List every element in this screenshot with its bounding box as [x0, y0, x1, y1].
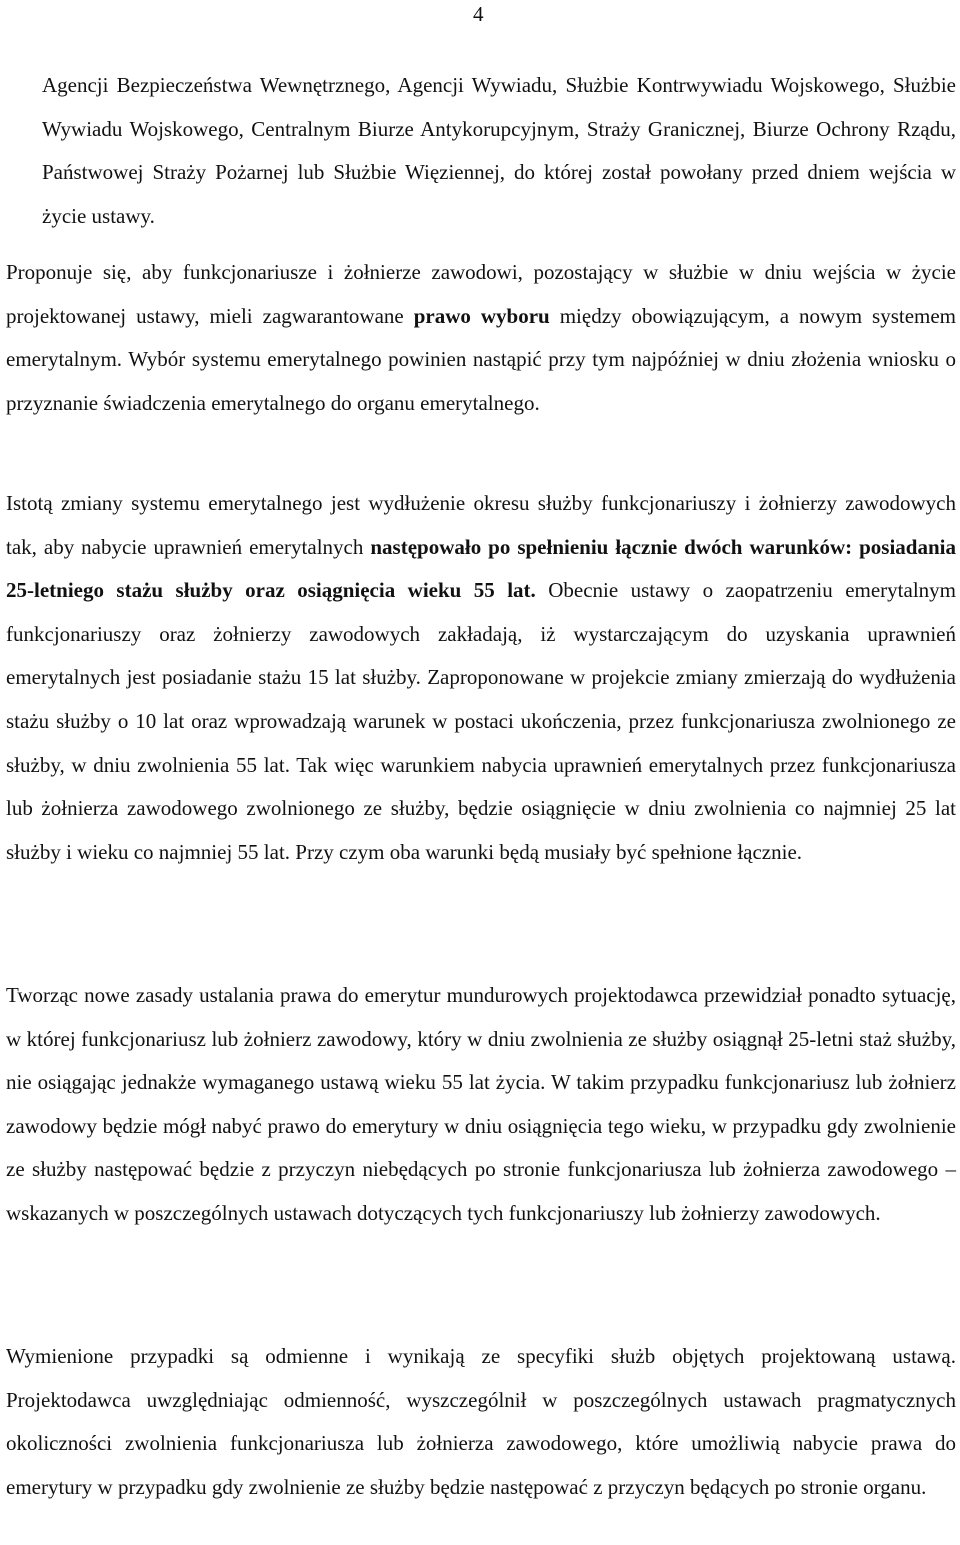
- paragraph-2-text-start: Proponuje się, aby funkcjonariusze i żołnierze zawodowi, pozostający w służbie w dniu wejścia w życie projektowanej ustawy, mieli zagwarantowane: [6, 260, 956, 328]
- paragraph-5-text: Wymienione przypadki są odmienne i wynikają ze specyfiki służb objętych projektowaną ustawą. Projektodawca uwzględniając odmienność, wyszczególnił w poszczególnych ustawach pragmatycznych okoliczności zwolnienia funkcjonariusza lub żołnierza zawodowego, które umożliwią nabycie prawa do emerytury w przypadku gdy zwolnienie ze służby będzie następować z przyczyn będących po stronie organu.: [6, 1344, 956, 1499]
- paragraph-3-text-start: Istotą zmiany systemu emerytalnego jest wydłużenie okresu służby funkcjonariuszy i żołnierzy zawodowych tak, aby nabycie uprawnień emerytalnych: [6, 491, 956, 559]
- page-number: 4: [473, 2, 484, 26]
- paragraph-3-text-end: Obecnie ustawy o zaopatrzeniu emerytalnym funkcjonariuszy oraz żołnierzy zawodowych zakładają, iż wystarczającym do uzyskania uprawnień emerytalnych jest posiadanie stażu 15 lat służby. Zaproponowane w projekcie zmiany zmierzają do wydłużenia stażu służby o 10 lat oraz wprowadzają warunek w postaci ukończenia, przez funkcjonariusza zwolnionego ze służby, w dniu zwolnienia 55 lat. Tak więc warunkiem nabycia uprawnień emerytalnych przez funkcjonariusza lub żołnierza zawodowego zwolnionego ze służby, będzie osiągnięcie w dniu zwolnienia co najmniej 25 lat służby i wieku co najmniej 55 lat. Przy czym oba warunki będą musiały być spełnione łącznie.: [6, 578, 956, 864]
- paragraph-4-text: Tworząc nowe zasady ustalania prawa do emerytur mundurowych projektodawca przewidział ponadto sytuację, w której funkcjonariusz lub żołnierz zawodowy, który w dniu zwolnienia ze służby osiągnął 25-letni staż służby, nie osiągając jednakże wymaganego ustawą wieku 55 lat życia. W takim przypadku funkcjonariusz lub żołnierz zawodowy będzie mógł nabyć prawo do emerytury w dniu osiągnięcia tego wieku, w przypadku gdy zwolnienie ze służby następować będzie z przyczyn niebędących po stronie funkcjonariusza lub żołnierza zawodowego – wskazanych w poszczególnych ustawach dotyczących tych funkcjonariuszy lub żołnierzy zawodowych.: [6, 983, 956, 1225]
- paragraph-1-text: Agencji Bezpieczeństwa Wewnętrznego, Agencji Wywiadu, Służbie Kontrwywiadu Wojskowego, Służbie Wywiadu Wojskowego, Centralnym Biurze Antykorupcyjnym, Straży Granicznej, Biurze Ochrony Rządu, Państwowej Straży Pożarnej lub Służbie Więziennej, do której został powołany przed dniem wejścia w życie ustawy.: [42, 73, 956, 228]
- paragraph-4: [6, 974, 956, 1236]
- paragraph-1: [42, 64, 956, 238]
- paragraph-5: [6, 1335, 956, 1509]
- paragraph-2: [6, 251, 956, 425]
- paragraph-2-text-end: między obowiązującym, a nowym systemem emerytalnym. Wybór systemu emerytalnego powinien nastąpić przy tym najpóźniej w dniu złożenia wniosku o przyznanie świadczenia emerytalnego do organu emerytalnego.: [6, 303, 957, 415]
- paragraph-3-bold-phrase: następowało po spełnieniu łącznie dwóch warunków: posiadania 25-letniego stażu służby oraz osiągnięcia wieku 55 lat.: [6, 534, 956, 603]
- paragraph-3: [6, 482, 956, 874]
- paragraph-2-bold-phrase: prawo wyboru: [413, 303, 550, 328]
